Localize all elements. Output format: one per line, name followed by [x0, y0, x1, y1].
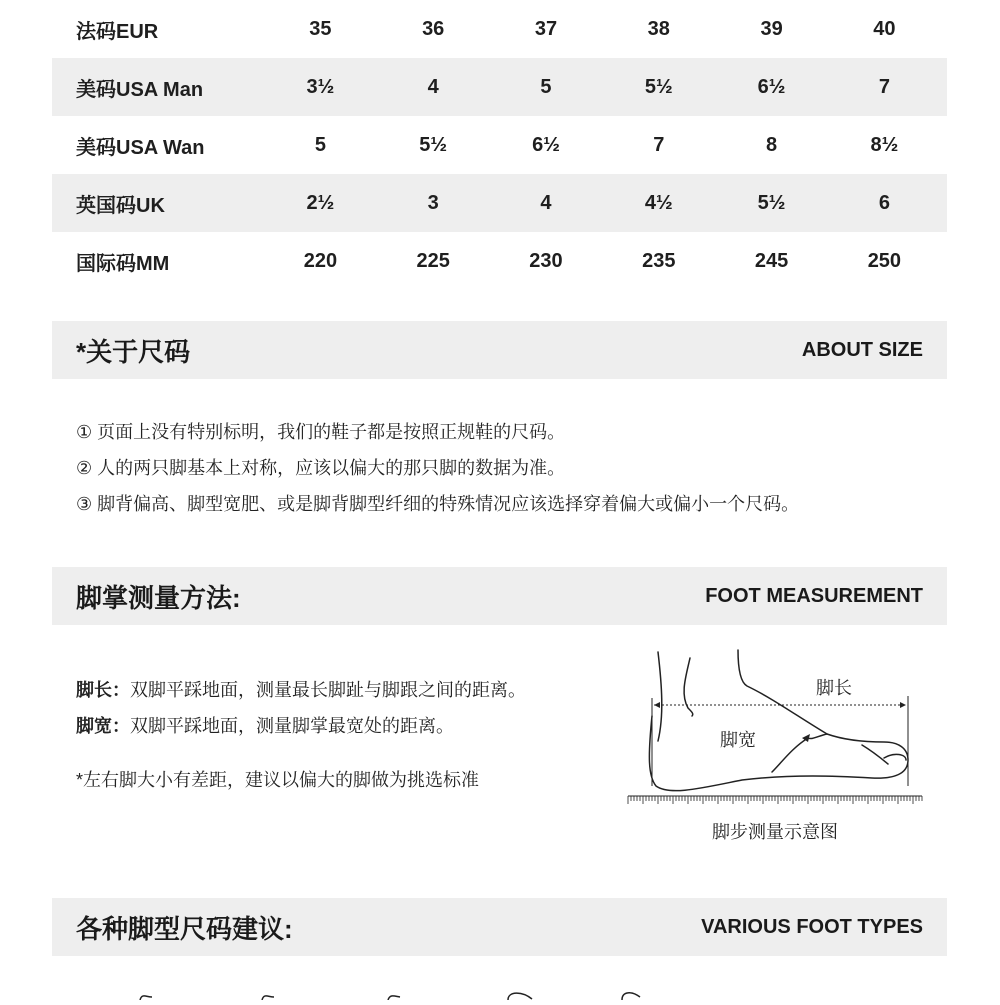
size-cell: 2½ — [306, 191, 335, 214]
size-cell: 6 — [878, 191, 890, 214]
size-cell: 5 — [540, 75, 552, 98]
foot-width-instruction — [76, 708, 526, 744]
size-cell: 4 — [427, 75, 439, 98]
section-subtitle: VARIOUS FOOT TYPES — [701, 915, 923, 938]
size-cell: 40 — [873, 17, 896, 40]
size-row-mm — [52, 232, 947, 290]
foot-types-header — [52, 898, 947, 956]
section-title: 各种脚型尺码建议: — [76, 913, 293, 944]
size-cell: 250 — [867, 249, 902, 272]
size-cell: 7 — [878, 75, 890, 98]
measurement-instructions — [76, 672, 526, 798]
diagram-width-label: 脚宽 — [720, 730, 756, 750]
section-subtitle: FOOT MEASUREMENT — [705, 584, 923, 607]
note-item: ② 人的两只脚基本上对称，应该以偏大的那只脚的数据为准。 — [76, 458, 566, 478]
foot-length-label: 脚长： — [76, 680, 130, 700]
foot-type-outlines — [52, 985, 947, 1000]
diagram-length-label: 脚长 — [816, 678, 852, 698]
foot-length-text: 双脚平踩地面，测量最长脚趾与脚跟之间的距离。 — [130, 680, 526, 700]
row-label: 国际码MM — [76, 252, 170, 275]
row-label: 美码USA Wan — [76, 136, 205, 159]
measurement-note: *左右脚大小有差距，建议以偏大的脚做为挑选标准 — [76, 770, 480, 790]
foot-measurement-header — [52, 567, 947, 625]
foot-type-icons — [52, 985, 947, 1000]
size-cell: 230 — [529, 249, 563, 272]
size-cell: 6½ — [532, 133, 560, 156]
size-cell: 38 — [647, 17, 670, 40]
size-cell: 220 — [303, 249, 338, 272]
foot-width-text: 双脚平踩地面，测量脚掌最宽处的距离。 — [130, 716, 454, 736]
size-cell: 5½ — [757, 191, 786, 214]
foot-outline-illustration — [622, 646, 928, 818]
note-item: ① 页面上没有特别标明，我们的鞋子都是按照正规鞋的尺码。 — [76, 422, 566, 442]
row-label: 美码USA Man — [76, 78, 204, 101]
foot-length-instruction — [76, 672, 526, 708]
size-cell: 36 — [422, 17, 445, 40]
size-cell: 5 — [314, 133, 326, 156]
size-cell: 6½ — [757, 75, 786, 98]
size-cell: 8½ — [870, 133, 899, 156]
about-size-header — [52, 321, 947, 379]
size-cell: 225 — [416, 249, 450, 272]
size-cell: 5½ — [419, 133, 448, 156]
size-row-usa-man — [52, 58, 947, 116]
size-cell: 245 — [754, 249, 789, 272]
size-cell: 235 — [642, 249, 676, 272]
size-cell: 39 — [760, 17, 783, 40]
about-size-notes — [76, 414, 799, 522]
ruler-scale — [628, 796, 922, 804]
foot-measurement-diagram — [622, 646, 928, 846]
section-title: *关于尺码 — [76, 336, 191, 367]
size-cell: 7 — [653, 133, 665, 156]
size-row-uk — [52, 174, 947, 232]
size-cell: 4½ — [644, 191, 673, 214]
section-subtitle: ABOUT SIZE — [801, 338, 923, 361]
size-cell: 35 — [309, 17, 332, 40]
size-conversion-table — [52, 0, 947, 290]
diagram-caption: 脚步测量示意图 — [712, 822, 838, 842]
size-row-eur — [52, 0, 947, 58]
size-cell: 8 — [766, 133, 778, 156]
section-title: 脚掌测量方法: — [76, 582, 241, 613]
row-label: 英国码UK — [76, 194, 165, 217]
size-cell: 37 — [534, 17, 558, 40]
note-item: ③ 脚背偏高、脚型宽肥、或是脚背脚型纤细的特殊情况应该选择穿着偏大或偏小一个尺码。 — [76, 494, 800, 514]
size-cell: 3 — [427, 191, 439, 214]
row-label: 法码EUR — [76, 20, 159, 43]
size-cell: 5½ — [644, 75, 673, 98]
foot-width-label: 脚宽： — [76, 716, 130, 736]
size-row-usa-wan — [52, 116, 947, 174]
size-cell: 4 — [540, 191, 552, 214]
size-cell: 3½ — [306, 75, 335, 98]
